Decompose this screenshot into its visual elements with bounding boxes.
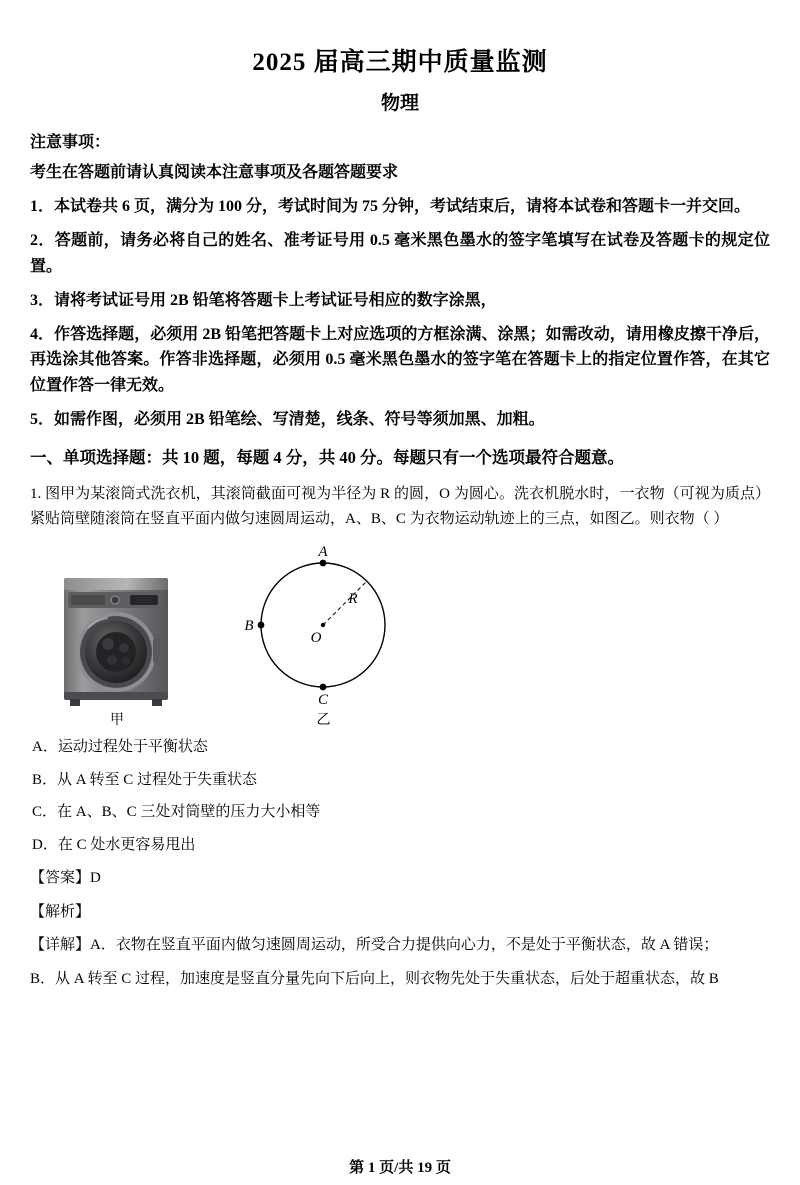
detail-line-2: B．从 A 转至 C 过程，加速度是竖直分量先向下后向上，则衣物先处于失重状态，后处于超重状态，故 B [30,970,719,987]
notice-item-5: 5．如需作图，必须用 2B 铅笔绘、写清楚，线条、符号等须加黑、加粗。 [30,411,545,429]
answer-label: 【答案】 [30,870,91,887]
svg-text:B: B [244,618,254,635]
section-heading: 一、单项选择题：共 10 题，每题 4 分，共 40 分。每题只有一个选项最符合题意。 [30,448,624,468]
notice-item-2: 2．答题前，请务必将自己的姓名、准考证号用 0.5 毫米黑色墨水的签字笔填写在试卷及答题卡的规定位置。 [30,231,770,275]
question-stem [30,482,770,534]
option-b: B．从 A 转至 C 过程处于失重状态 [32,771,258,788]
figure-circle-diagram [236,543,411,730]
question-text: 图甲为某滚筒式洗衣机，其滚筒截面可视为半径为 R 的圆，O 为圆心。洗衣机脱水时，一衣物（可视为质点）紧贴筒壁随滚筒在竖直平面内做匀速圆周运动，A、B、C 为衣物运动轨迹上的三点，如图乙。则衣物（ ） [30,485,771,528]
answer-row [30,866,770,892]
figure-left-caption: 甲 [110,713,124,729]
option-c: C．在 A、B、C 三处对筒壁的压力大小相等 [32,804,321,821]
notice-item-3: 3．请将考试证号用 2B 铅笔将答题卡上考试证号相应的数字涂黑， [30,291,497,309]
question-options [30,736,770,856]
svg-text:O: O [310,630,322,647]
svg-text:R: R [348,591,358,608]
answer-value: D [90,870,101,887]
notice-item-4: 4．作答选择题，必须用 2B 铅笔把答题卡上对应选项的方框涂满、涂黑；如需改动，请用橡皮擦干净后，再选涂其他答案。作答非选择题，必须用 0.5 毫米黑色墨水的签字笔在答题卡上的指定位置作答，在其它位置作答一律无效。 [30,325,770,395]
option-d: D．在 C 处水更容易甩出 [32,836,196,853]
figure-washing-machine [58,568,176,730]
notice-heading: 注意事项： [30,134,111,151]
page-footer: 第 1 页/共 19 页 [349,1160,451,1176]
question-number: 1. [30,485,42,502]
svg-text:C: C [317,692,329,709]
washing-machine-illustration [58,568,176,708]
question-figures [30,543,770,730]
detail-line-1: 【详解】A．衣物在竖直平面内做匀速圆周运动，所受合力提供向心力，不是处于平衡状态，故 A 错误； [30,937,719,954]
svg-text:A: A [318,544,328,561]
page-title: 2025 届高三期中质量监测 [252,49,548,76]
subject-title: 物理 [380,93,419,114]
circle-illustration [236,543,411,708]
option-a: A．运动过程处于平衡状态 [32,739,208,756]
notice-item-1: 1．本试卷共 6 页，满分为 100 分，考试时间为 75 分钟，考试结束后，请将本试卷和答题卡一并交回。 [30,197,751,215]
notice-intro: 考生在答题前请认真阅读本注意事项及各题答题要求 [30,164,399,181]
figure-right-caption: 乙 [316,713,331,729]
analysis-label: 【解析】 [30,903,91,920]
